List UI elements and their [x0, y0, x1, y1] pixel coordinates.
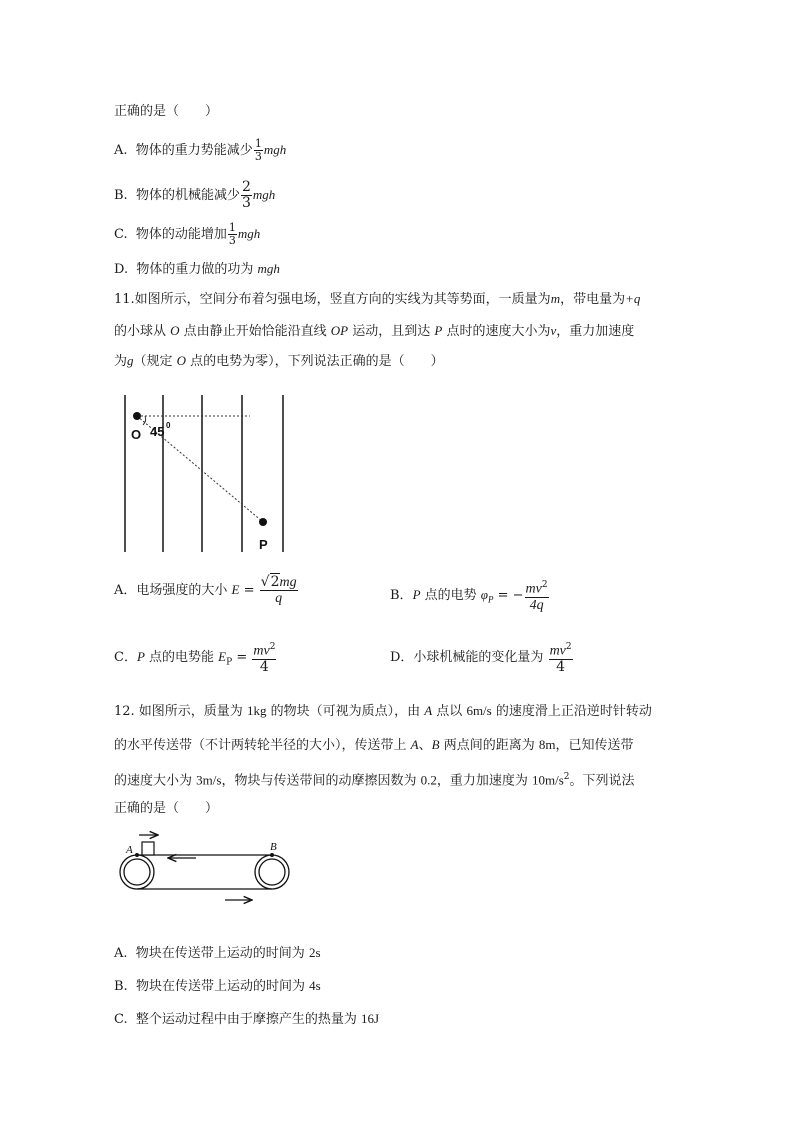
fraction: $\frac{1}{3}$: [254, 137, 262, 163]
q12-figure: [112, 828, 312, 908]
fraction: $\frac{mv^2}{4}$: [549, 642, 572, 675]
option-math: mgh: [263, 142, 287, 157]
option-letter: A.: [114, 143, 128, 158]
label-P: P: [259, 537, 268, 552]
q12-option-a: A. 物块在传送带上运动的时间为 2s: [114, 945, 321, 961]
q11-stem-line1: 11.如图所示，空间分布着匀强电场，竖直方向的实线为其等势面，一质量为m，带电量为+q: [114, 291, 641, 307]
block: [142, 842, 154, 855]
label-B: B: [270, 841, 277, 853]
q11-stem-line2: 的小球从 O 点由静止开始恰能沿直线 OP 运动，且到达 P 点时的速度大小为v，重力加速度: [114, 323, 635, 339]
point-P: [259, 518, 267, 526]
option-math: mgh: [257, 261, 280, 276]
fraction: $\frac{√2mg}{q}$: [260, 574, 297, 606]
q11-figure: [115, 390, 295, 560]
q12-stem-line1: 12. 如图所示，质量为 1kg 的物块（可视为质点），由 A 点以 6m/s 的速度滑上正沿逆时针转动: [114, 703, 652, 719]
option-letter: B.: [114, 188, 128, 203]
q10-option-d: [114, 260, 280, 279]
option-math: mgh: [237, 226, 261, 241]
option-text: 物体的动能增加: [135, 227, 227, 242]
fraction: $\frac{1}{3}$: [228, 221, 236, 247]
label-degree: 0: [166, 421, 171, 430]
fraction: $\frac{2}{3}$: [241, 179, 251, 211]
option-letter: C.: [114, 227, 128, 242]
fraction: $\frac{mv^2}{4}$: [253, 642, 276, 675]
point-A: [135, 853, 139, 857]
q12-option-c: C. 整个运动过程中由于摩擦产生的热量为 16J: [114, 1011, 380, 1027]
left-wheel-inner: [124, 859, 150, 885]
option-text: 物体的重力势能减少: [135, 143, 253, 158]
label-O: O: [131, 427, 142, 442]
q11-option-a: A．电场强度的大小 E = $\frac{√2mg}{q}$: [114, 574, 297, 606]
point-O: [133, 412, 141, 420]
q11-option-b: B．P 点的电势 $\varphi_P$ = − $\frac{mv^2}{4q}$: [390, 580, 548, 613]
q12-stem-line4: 正确的是（ ）: [114, 801, 219, 816]
angle-arc: [143, 416, 146, 425]
option-text: 物体的重力做的功为: [136, 262, 254, 277]
label-angle: 45: [150, 424, 165, 439]
label-A: A: [126, 844, 133, 856]
right-wheel-inner: [259, 859, 285, 885]
q11-option-d: D．小球机械能的变化量为 $\frac{mv^2}{4}$: [390, 642, 572, 675]
q10-option-a: [114, 138, 286, 163]
point-B: [270, 853, 274, 857]
q10-stem-tail: 正确的是（ ）: [114, 104, 219, 119]
q12-stem-line3: 的速度大小为 3m/s，物块与传送带间的动摩擦因数为 0.2，重力加速度为 $10m/s^2$。下列说法: [114, 772, 635, 789]
right-wheel-outer: [255, 855, 289, 889]
option-letter: D.: [114, 262, 129, 277]
q12-stem-line2: 的水平传送带（不计两转轮半径的大小），传送带上 A、B 两点间的距离为 8m，已知传送带: [114, 737, 634, 753]
option-text: 物体的机械能减少: [135, 188, 240, 203]
option-math: mgh: [252, 187, 276, 202]
q11-option-c: C．P 点的电势能 $E_P$ = $\frac{mv^2}{4}$: [114, 642, 276, 675]
fraction: $\frac{mv^2}{4q}$: [525, 580, 548, 613]
left-wheel-outer: [120, 855, 154, 889]
q10-option-c: [114, 222, 260, 247]
q10-option-b: [114, 180, 275, 211]
q12-option-b: B. 物块在传送带上运动的时间为 4s: [114, 978, 321, 994]
q11-stem-line3: 为g（规定 O 点的电势为零），下列说法正确的是（ ）: [114, 353, 444, 369]
